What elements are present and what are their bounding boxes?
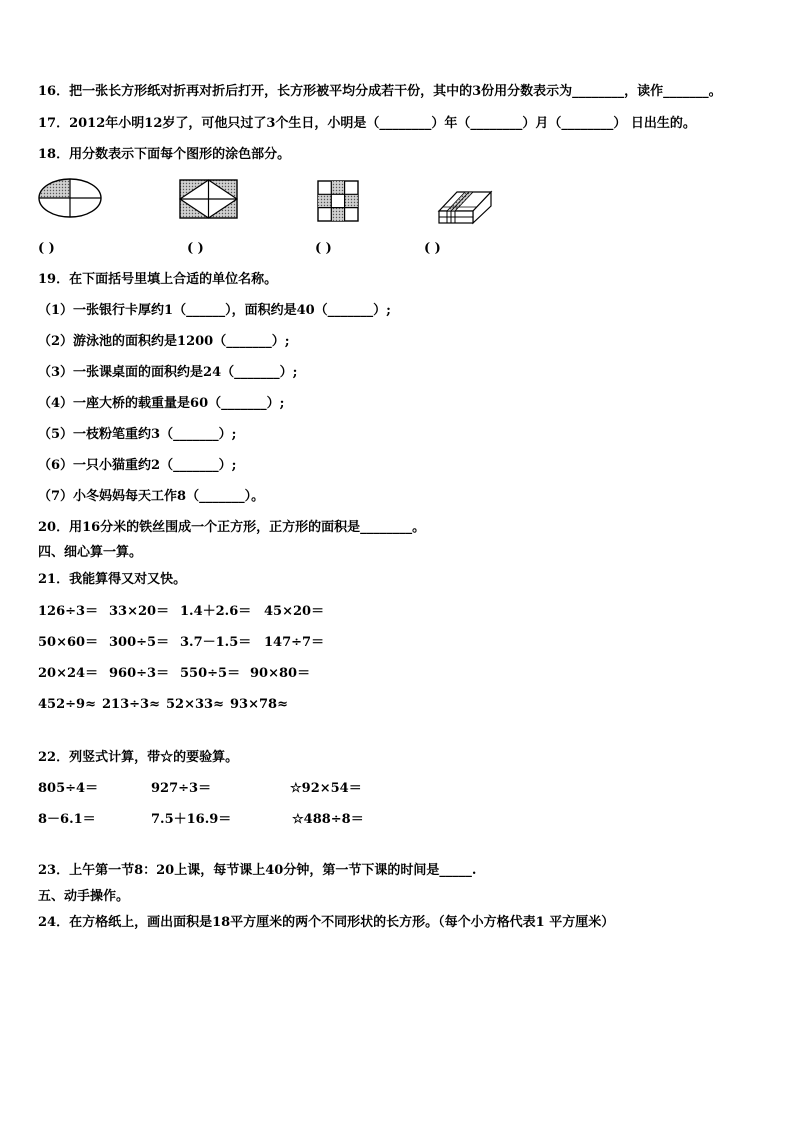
q21-cell: 126÷3＝ <box>38 604 99 619</box>
q19-item-4: （4）一座大桥的载重量是60（_______）; <box>38 396 285 411</box>
q21-cell: 1.4＋2.6＝ <box>180 604 252 619</box>
q21-cell: 300÷5＝ <box>109 635 170 650</box>
q22-cell: 805÷4＝ <box>38 781 99 796</box>
question-23: 23．上午第一节8：20上课，每节课上40分钟，第一节下课的时间是_____. <box>38 863 477 878</box>
figure-cuboid <box>437 183 493 225</box>
q21-cell: 45×20＝ <box>264 604 325 619</box>
q21-cell: 33×20＝ <box>109 604 170 619</box>
q21-cell: 213÷3≈ <box>102 697 160 712</box>
q19-item-7: （7）小冬妈妈每天工作8（_______）。 <box>38 489 265 504</box>
q21-cell: 147÷7＝ <box>264 635 325 650</box>
q21-cell: 52×33≈ <box>166 697 224 712</box>
question-19: 19．在下面括号里填上合适的单位名称。 <box>38 272 278 287</box>
q22-cell: ☆92×54＝ <box>290 781 362 796</box>
section-5-heading: 五、动手操作。 <box>38 889 130 904</box>
q21-cell: 3.7－1.5＝ <box>180 635 252 650</box>
q19-item-5: （5）一枝粉笔重约3（_______）; <box>38 427 237 442</box>
q22-cell: ☆488÷8＝ <box>292 812 364 827</box>
q18-answer-4: ( ) <box>424 241 441 256</box>
question-20: 20．用16分米的铁丝围成一个正方形，正方形的面积是________。 <box>38 520 426 535</box>
q21-cell: 550÷5＝ <box>180 666 241 681</box>
q21-cell: 452÷9≈ <box>38 697 96 712</box>
q21-cell: 20×24＝ <box>38 666 99 681</box>
q21-cell: 960÷3＝ <box>109 666 170 681</box>
figure-ellipse <box>37 177 103 219</box>
question-22: 22．列竖式计算，带☆的要验算。 <box>38 750 239 765</box>
question-24: 24．在方格纸上，画出面积是18平方厘米的两个不同形状的长方形。（每个小方格代表1 平方厘米） <box>38 915 615 930</box>
question-16: 16．把一张长方形纸对折再对折后打开，长方形被平均分成若干份，其中的3份用分数表示为________，读作_______。 <box>38 84 722 99</box>
figure-rectangle-rhombus <box>179 179 238 219</box>
q22-cell: 8－6.1＝ <box>38 812 96 827</box>
q18-answer-1: ( ) <box>38 241 55 256</box>
q19-item-3: （3）一张课桌面的面积约是24（_______）; <box>38 365 298 380</box>
question-21: 21．我能算得又对又快。 <box>38 572 187 587</box>
q21-cell: 93×78≈ <box>230 697 288 712</box>
q18-answer-2: ( ) <box>187 241 204 256</box>
question-18: 18．用分数表示下面每个图形的涂色部分。 <box>38 147 291 162</box>
figure-grid <box>317 180 359 222</box>
q19-item-1: （1）一张银行卡厚约1（______），面积约是40（_______）; <box>38 303 391 318</box>
q18-answer-3: ( ) <box>315 241 332 256</box>
q19-item-6: （6）一只小猫重约2（_______）; <box>38 458 237 473</box>
q22-cell: 927÷3＝ <box>151 781 212 796</box>
section-4-heading: 四、细心算一算。 <box>38 545 143 560</box>
q19-item-2: （2）游泳池的面积约是1200（_______）; <box>38 334 290 349</box>
q21-cell: 90×80＝ <box>250 666 311 681</box>
question-17: 17．2012年小明12岁了，可他只过了3个生日，小明是（________）年（________）月（________） 日出生的。 <box>38 116 696 131</box>
q21-cell: 50×60＝ <box>38 635 99 650</box>
q22-cell: 7.5＋16.9＝ <box>151 812 232 827</box>
